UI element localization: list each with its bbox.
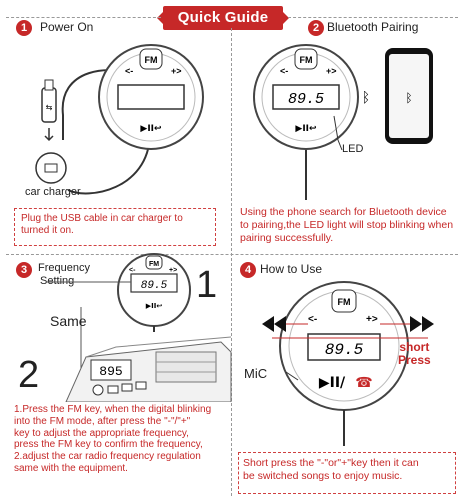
car-charger-label: car charger	[25, 186, 81, 198]
svg-text:ᛒ: ᛒ	[405, 91, 413, 105]
how-to-use-note-line1: Short press the "-"or"+"key then it can	[243, 457, 419, 469]
svg-text:<-: <-	[308, 314, 318, 325]
step-2-title: Bluetooth Pairing	[327, 20, 419, 34]
svg-text:FM: FM	[337, 297, 351, 307]
svg-text:▶II/: ▶II/	[318, 375, 346, 391]
svg-text:▶II↩: ▶II↩	[295, 124, 317, 134]
svg-text:FM: FM	[148, 261, 160, 268]
svg-text:89.5: 89.5	[287, 91, 325, 108]
big-number-2: 2	[18, 354, 40, 396]
svg-text:FM: FM	[299, 55, 313, 65]
short-press-line1: short	[399, 340, 430, 354]
svg-text:+>: +>	[169, 267, 178, 274]
big-number-1: 1	[196, 264, 218, 306]
instruction-line: key to adjust the appropriate frequency,	[14, 427, 189, 439]
step-3-title-line2: Setting	[40, 275, 75, 287]
svg-text:89.5: 89.5	[324, 341, 364, 359]
svg-text:⇆: ⇆	[45, 103, 53, 112]
power-on-note: Plug the USB cable in car charger to turned it on.	[14, 208, 216, 246]
svg-text:ᛒ: ᛒ	[361, 90, 371, 106]
svg-text:FM: FM	[144, 55, 158, 65]
top-divider-left	[6, 17, 161, 18]
short-press-label	[398, 341, 431, 367]
step-1-title: Power On	[40, 20, 94, 34]
instruction-line: 2.adjust the car radio frequency regulation	[14, 451, 201, 463]
svg-text:<-: <-	[129, 267, 136, 274]
bluetooth-note: Using the phone search for Bluetooth device to pairing,the LED light will stop blinking when pairing successfully.	[240, 206, 454, 244]
page-title: Quick Guide	[177, 9, 269, 26]
how-to-use-note	[238, 452, 456, 494]
short-press-line2: Press	[398, 353, 431, 367]
svg-text:<-: <-	[125, 66, 134, 76]
step-1-badge: 1	[16, 20, 32, 36]
same-label: Same	[50, 313, 87, 329]
how-to-use-note-line2: be switched songs to enjoy music.	[243, 470, 403, 482]
svg-text:+>: +>	[171, 66, 182, 76]
top-divider-right	[288, 17, 458, 18]
svg-text:<-: <-	[280, 66, 289, 76]
led-label: LED	[342, 143, 364, 155]
svg-text:▶II↩: ▶II↩	[140, 124, 162, 134]
instruction-line: press the FM key to confirm the frequency,	[14, 439, 203, 451]
step-3-title-line1: Frequency	[38, 262, 90, 274]
step-3-badge: 3	[16, 262, 32, 278]
svg-text:+>: +>	[366, 314, 378, 325]
mic-label: MiC	[244, 366, 268, 381]
instruction-line: into the FM mode, after press the "-"/"+"	[14, 415, 191, 427]
frequency-instructions	[14, 404, 230, 475]
bluetooth-illustration	[238, 40, 460, 200]
svg-text:89.5: 89.5	[140, 280, 168, 292]
title-banner	[163, 6, 283, 30]
svg-text:☎: ☎	[355, 375, 373, 391]
instruction-line: 1.Press the FM key, when the digital blinking	[14, 404, 212, 415]
step-4-badge: 4	[240, 262, 256, 278]
svg-text:+>: +>	[326, 66, 337, 76]
step-2-badge: 2	[308, 20, 324, 36]
instruction-line: same with the equipment.	[14, 462, 128, 474]
svg-text:895: 895	[99, 364, 123, 379]
step-4-title: How to Use	[260, 262, 323, 276]
svg-text:▶II↩: ▶II↩	[145, 302, 163, 310]
